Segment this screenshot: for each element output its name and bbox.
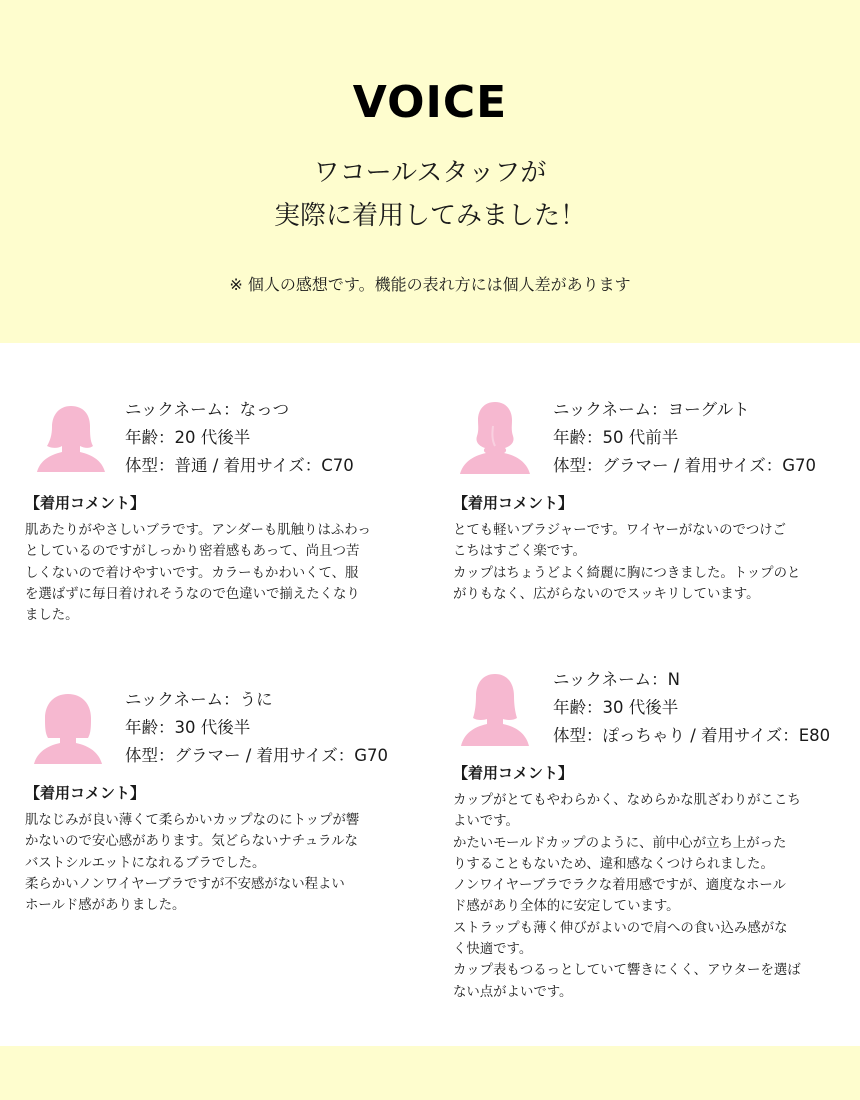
review-comment: 肌なじみが良い薄くて柔らかいカップなのにトップが響 かないので安心感があります。気どらないナチュラルな バストシルエットになれるブラでした。 柔らかいノンワイヤーブラですが不安感がない程よい ホールド感がありました。 [25, 813, 360, 914]
woman-silhouette-icon [31, 690, 111, 770]
footer-band [0, 1046, 860, 1100]
woman-silhouette-icon [457, 670, 537, 750]
comment-label: 【着用コメント】 [25, 494, 146, 512]
reviewer-profile [553, 396, 853, 480]
reviewer-age: 年齢：50 代前半 [553, 428, 679, 447]
page-title: VOICE [352, 77, 508, 128]
reviewer-body-size: 体型：ぽっちゃり / 着用サイズ：E80 [553, 726, 831, 745]
reviewer-nickname: ニックネーム：なっつ [125, 400, 290, 419]
reviewer-body-size: 体型：普通 / 着用サイズ：C70 [125, 456, 354, 475]
subtitle-line-1: ワコールスタッフが [313, 158, 547, 188]
disclaimer-note: ※ 個人の感想です。機能の表れ方には個人差があります [229, 275, 631, 294]
reviewer-age: 年齢：20 代後半 [125, 428, 251, 447]
review-comment: 肌あたりがやさしいブラです。アンダーも肌触りはふわっ としているのですがしっかり密着感もあって、尚且つ苦 しくないので着けやすいです。カラーもかわいくて、服 を選ばずに毎日着けれそうなので色違いで揃えたくなり ました。 [25, 523, 371, 624]
page-subtitle [0, 152, 860, 238]
reviewer-nickname: ニックネーム：ヨーグルト [553, 400, 750, 419]
reviewer-body-size: 体型：グラマー / 着用サイズ：G70 [553, 456, 817, 475]
review-comment: とても軽いブラジャーです。ワイヤーがないのでつけご こちはすごく楽です。 カップはちょうどよく綺麗に胸につきました。トップのと がりもなく、広がらないのでスッキリしています。 [453, 523, 801, 602]
reviewer-body-size: 体型：グラマー / 着用サイズ：G70 [125, 746, 389, 765]
review-comment: カップがとてもやわらかく、なめらかな肌ざわりがここち よいです。 かたいモールドカップのように、前中心が立ち上がった りすることもないため、違和感なくつけられました。 ノンワイヤーブラでラクな着用感ですが、適度なホール ド感があり全体的に安定しています。 ストラップも薄く伸びがよいので肩への食い込み感がな く快適です。 カップ表もつるっとしていて響きにくく、アウターを選ば ない点がよいです。 [453, 793, 801, 1000]
comment-label: 【着用コメント】 [25, 784, 146, 802]
reviewer-profile [125, 686, 425, 770]
voice-header [0, 0, 860, 343]
woman-silhouette-icon [457, 398, 537, 478]
reviewer-profile [125, 396, 425, 480]
subtitle-line-2: 実際に着用してみました！ [273, 201, 586, 231]
reviewer-nickname: ニックネーム：うに [125, 690, 273, 709]
woman-silhouette-icon [35, 402, 115, 482]
comment-label: 【着用コメント】 [453, 494, 574, 512]
reviewer-profile [553, 666, 853, 750]
reviewer-nickname: ニックネーム：N [553, 670, 681, 689]
reviewer-age: 年齢：30 代後半 [553, 698, 679, 717]
reviewer-age: 年齢：30 代後半 [125, 718, 251, 737]
comment-label: 【着用コメント】 [453, 764, 574, 782]
